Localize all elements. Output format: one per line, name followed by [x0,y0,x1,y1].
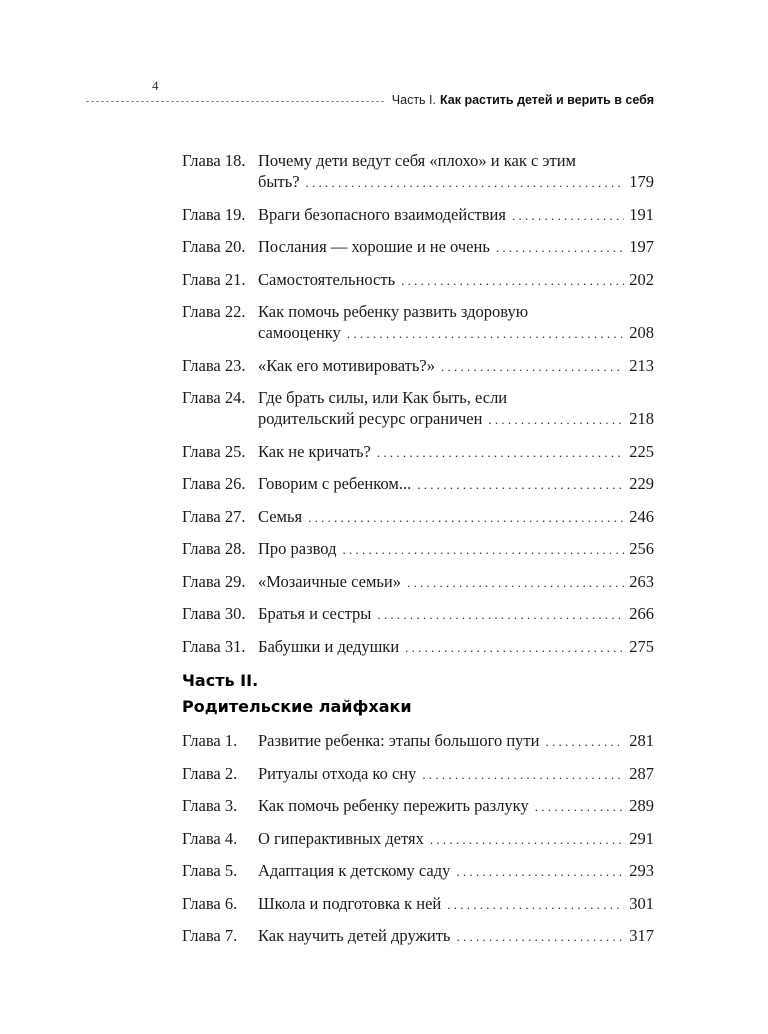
chapter-title-line1: Как помочь ребенку развить здоровую [258,302,529,321]
toc-entry[interactable] [182,355,654,377]
page-ref: 246 [629,506,654,526]
dot-leader [306,172,625,193]
chapter-number: Глава 1. [182,731,238,750]
running-head [86,92,654,108]
toc-entry[interactable] [182,925,654,947]
chapter-title: Враги безопасного взаимодействия [258,204,506,224]
toc-entry[interactable] [182,236,654,258]
dot-leader [545,731,624,752]
dot-leader [512,205,624,226]
chapter-number: Глава 22. [182,302,246,321]
page-ref: 281 [629,731,654,750]
dot-leader [377,442,624,463]
chapter-title: Про развод [258,539,337,558]
chapter-number: Глава 2. [182,763,238,783]
chapter-title: Ритуалы отхода ко сну [258,763,417,783]
page-ref: 202 [629,269,654,289]
chapter-title-line1: Где брать силы, или Как быть, если [258,388,508,407]
page-ref: 293 [629,861,654,880]
toc-entry[interactable] [182,473,654,495]
chapter-title: Послания — хорошие и не очень [258,237,490,256]
chapter-number: Глава 26. [182,474,246,493]
page-ref: 218 [629,409,654,428]
dot-leader [417,474,624,495]
dot-leader [405,637,624,658]
page-ref: 256 [629,539,654,558]
chapter-title: О гиперактивных детях [258,828,424,848]
chapter-title: Семья [258,506,303,526]
toc-entry[interactable] [182,730,654,752]
chapter-title: Бабушки и дедушки [258,636,400,656]
chapter-title: самооценку [258,323,341,342]
header-dashed-rule [86,101,384,102]
dot-leader [456,861,624,882]
toc-entry[interactable] [182,763,654,785]
dot-leader [535,796,625,817]
chapter-number: Глава 27. [182,506,246,526]
chapter-title: Как помочь ребенку пережить разлуку [258,796,529,815]
toc-entry[interactable] [182,603,654,625]
part2-label: Часть II. [182,671,259,690]
page-ref: 301 [629,893,654,913]
dot-leader [347,323,624,344]
toc-entry[interactable] [182,150,654,193]
toc-entry[interactable] [182,828,654,850]
page-ref: 266 [629,604,654,623]
toc-entry[interactable] [182,387,654,430]
chapter-number: Глава 18. [182,151,246,170]
toc-entry[interactable] [182,506,654,528]
toc-part1-list [182,150,654,668]
chapter-title: Говорим с ребенком... [258,474,412,493]
toc-entry[interactable] [182,893,654,915]
dot-leader [456,926,624,947]
chapter-title: «Мозаичные семьи» [258,571,401,591]
chapter-number: Глава 28. [182,539,246,558]
dot-leader [377,604,624,625]
toc-entry[interactable] [182,441,654,463]
page-ref: 229 [629,474,654,493]
dot-leader [441,356,624,377]
chapter-title: родительский ресурс ограничен [258,409,483,428]
chapter-title: Адаптация к детскому саду [258,861,451,880]
page-ref: 275 [629,636,654,656]
chapter-number: Глава 5. [182,861,238,880]
chapter-number: Глава 25. [182,441,246,461]
toc-entry[interactable] [182,538,654,560]
dot-leader [407,572,624,593]
dot-leader [308,507,624,528]
chapter-number: Глава 20. [182,237,246,256]
dot-leader [488,409,624,430]
dot-leader [342,539,624,560]
toc-entry[interactable] [182,204,654,226]
header-part-label: Часть I. [391,93,436,107]
toc-part2-list [182,730,654,958]
chapter-number: Глава 24. [182,388,246,407]
chapter-title: быть? [258,172,300,191]
chapter-number: Глава 4. [182,828,238,848]
dot-leader [447,894,624,915]
chapter-title-line1: Почему дети ведут себя «плохо» и как с этим [258,151,576,170]
toc-entry[interactable] [182,571,654,593]
chapter-title: Как научить детей дружить [258,926,451,945]
page-ref: 287 [629,763,654,783]
chapter-title: Самостоятельность [258,269,396,289]
toc-entry[interactable] [182,269,654,291]
dot-leader [422,764,624,785]
chapter-title: Развитие ребенка: этапы большого пути [258,731,540,750]
page-ref: 208 [629,323,654,342]
page-ref: 197 [629,237,654,256]
chapter-number: Глава 23. [182,355,246,375]
dot-leader [496,237,624,258]
page-ref: 225 [629,441,654,461]
chapter-number: Глава 6. [182,893,238,913]
chapter-number: Глава 29. [182,571,246,591]
page-ref: 291 [629,828,654,848]
chapter-number: Глава 21. [182,269,246,289]
toc-entry[interactable] [182,860,654,882]
part2-heading [182,668,412,720]
chapter-title: «Как его мотивировать?» [258,355,435,375]
page-ref: 191 [629,204,654,224]
chapter-number: Глава 19. [182,204,246,224]
page-ref: 317 [629,926,654,945]
chapter-number: Глава 30. [182,604,246,623]
toc-entry[interactable] [182,795,654,817]
header-part-title: Как растить детей и верить в себя [439,93,654,107]
page-ref: 179 [629,172,654,191]
chapter-title: Школа и подготовка к ней [258,893,442,913]
chapter-number: Глава 31. [182,636,246,656]
part2-title: Родительские лайфхаки [182,697,412,716]
dot-leader [430,829,624,850]
page-ref: 213 [629,355,654,375]
chapter-number: Глава 3. [182,796,238,815]
chapter-number: Глава 7. [182,926,238,945]
page-number: 4 [152,78,159,93]
toc-entry[interactable] [182,636,654,658]
chapter-title: Братья и сестры [258,604,372,623]
chapter-title: Как не кричать? [258,441,371,461]
page-ref: 263 [629,571,654,591]
page-ref: 289 [629,796,654,815]
toc-entry[interactable] [182,301,654,344]
dot-leader [401,270,624,291]
